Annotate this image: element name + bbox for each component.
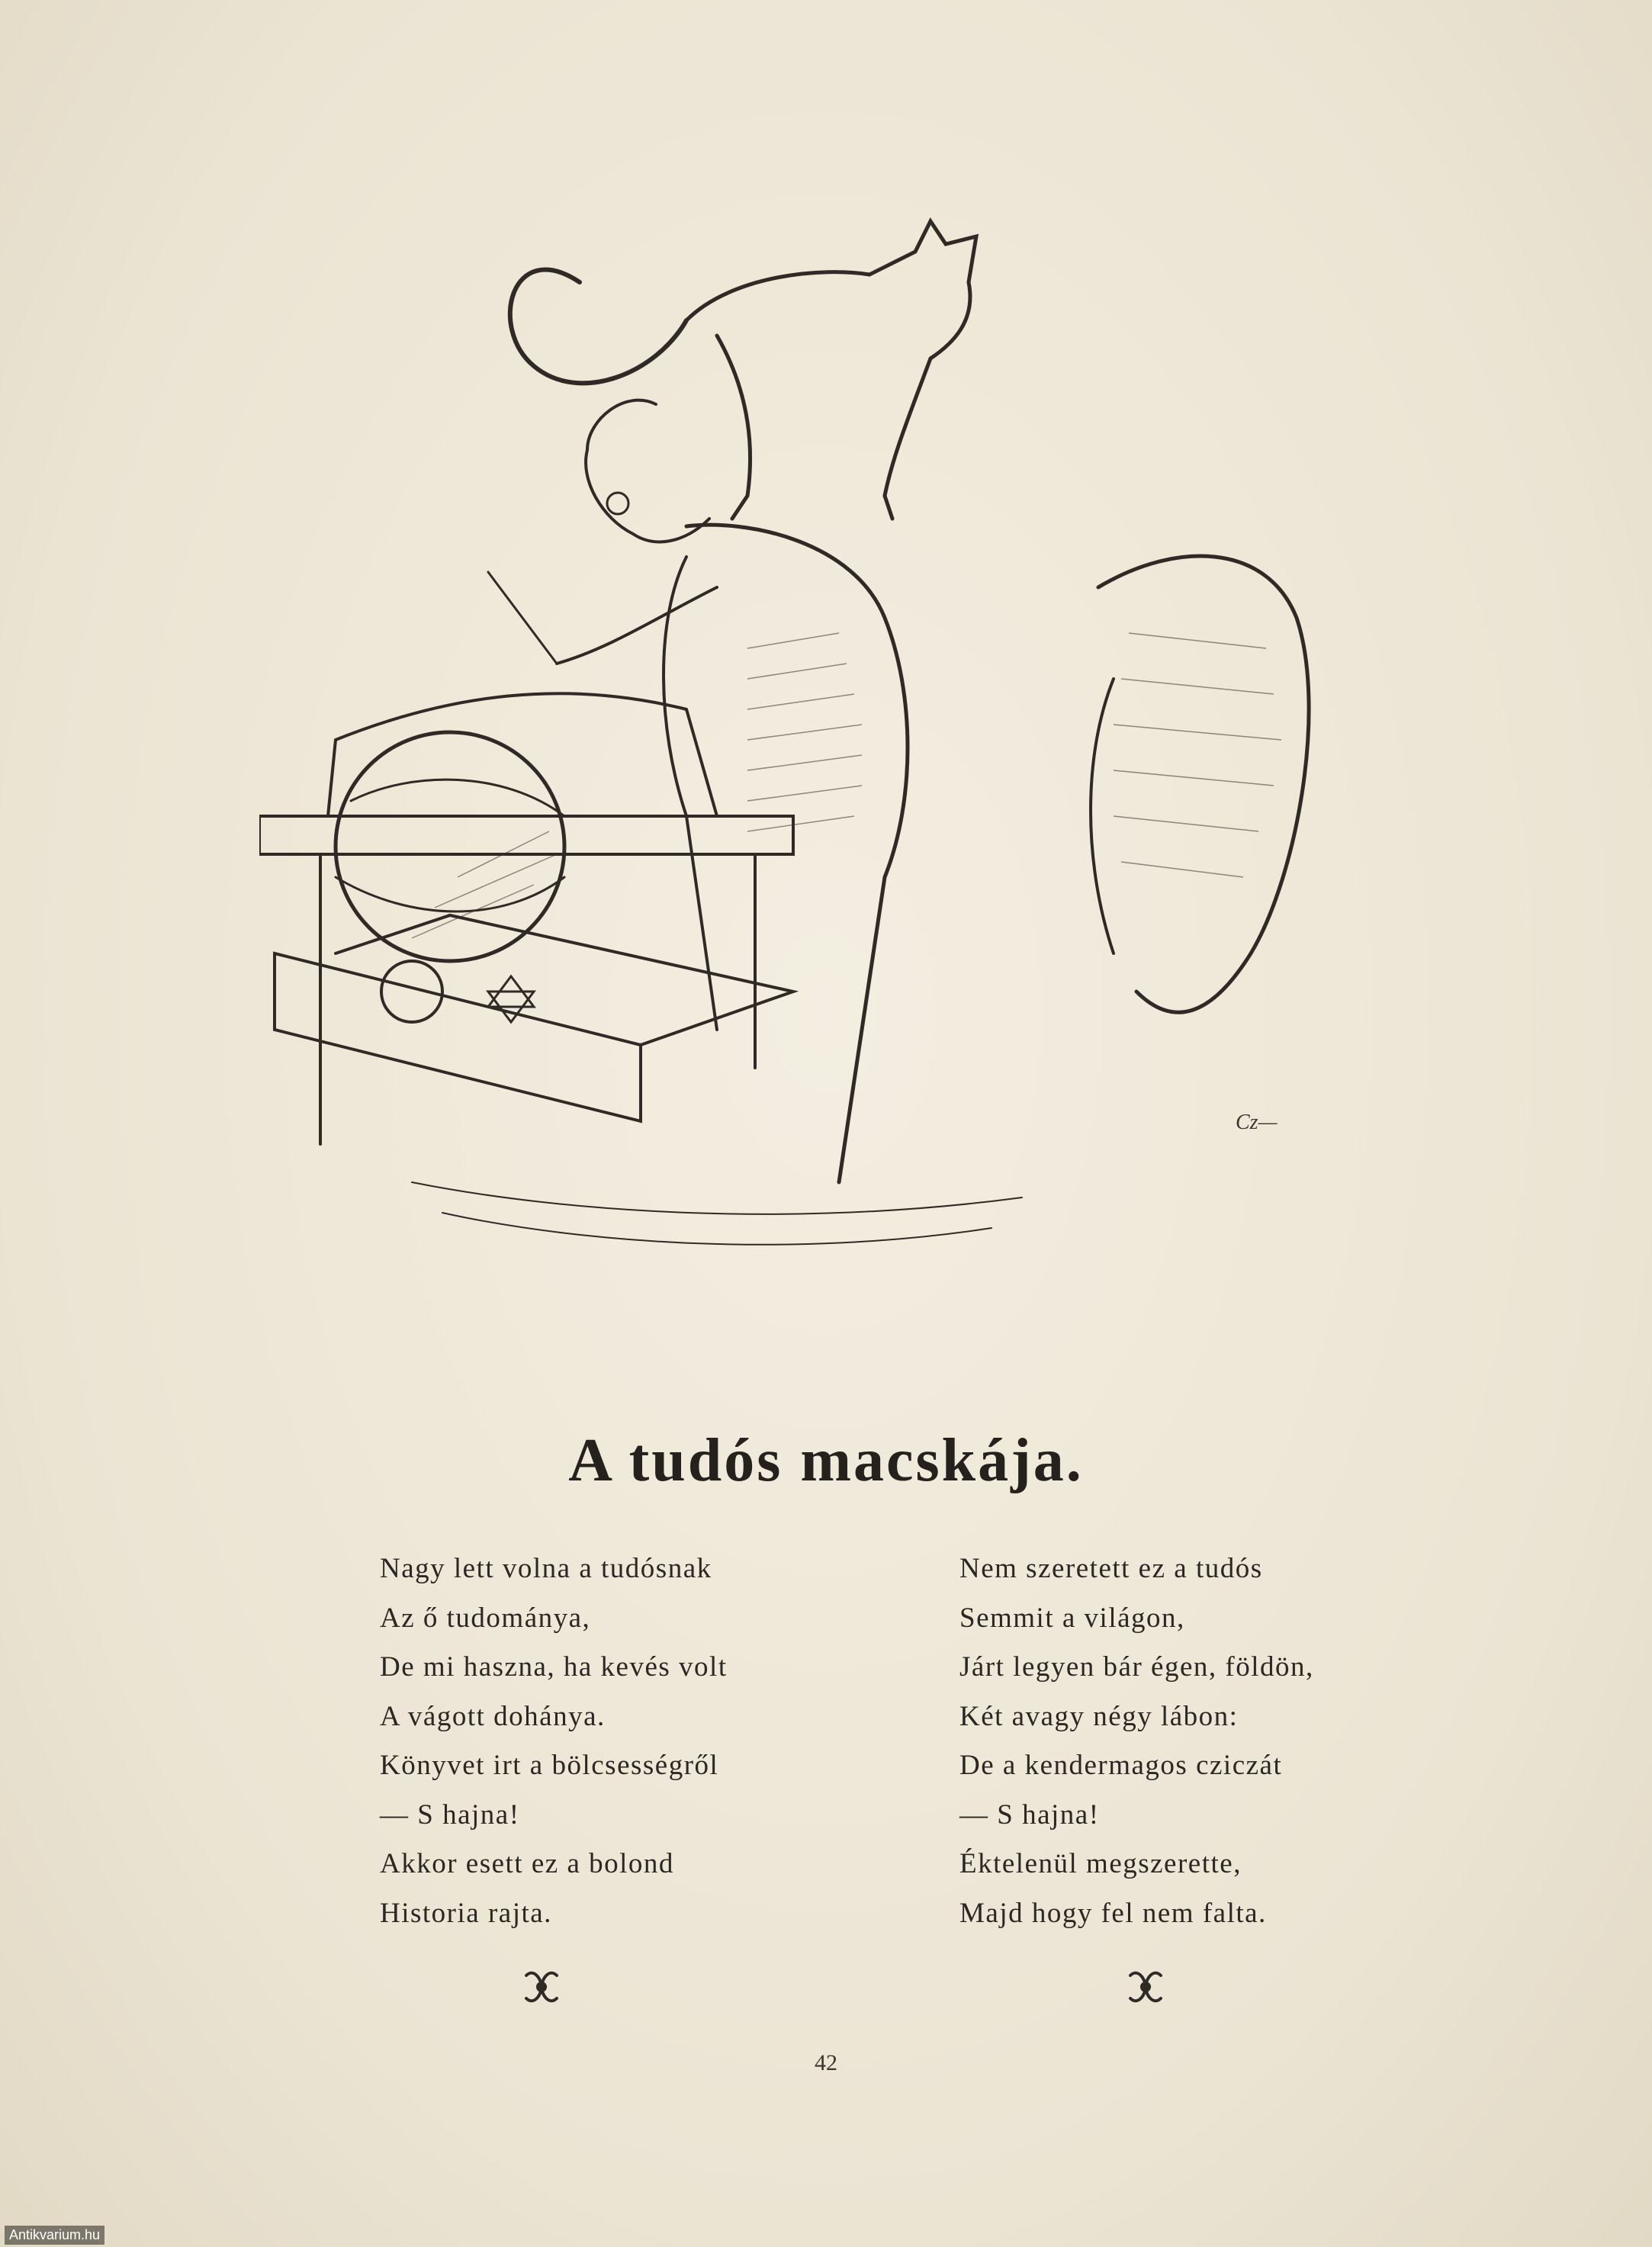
ornament-icon	[519, 1964, 564, 2010]
poem-line: Könyvet irt a bölcsességről	[380, 1750, 719, 1781]
stanza-right	[959, 1545, 1314, 1938]
poem-line: Két avagy négy lábon:	[959, 1700, 1239, 1732]
poem-line: De mi haszna, ha kevés volt	[380, 1651, 728, 1683]
poem-line: — S hajna!	[959, 1799, 1100, 1831]
poem-line: Majd hogy fel nem falta.	[959, 1897, 1267, 1929]
scholar-cat-illustration	[259, 191, 1480, 1381]
engraving-icon	[259, 191, 1480, 1381]
poem-title: A tudós macskája.	[568, 1427, 1084, 1494]
poem-line: Semmit a világon,	[959, 1602, 1185, 1634]
poem-line: Éktelenül megszerette,	[959, 1848, 1242, 1879]
poem-line: — S hajna!	[380, 1799, 520, 1831]
ornament-icon	[1123, 1964, 1168, 2010]
poem-line: Historia rajta.	[380, 1897, 552, 1929]
stanza-left	[380, 1545, 728, 1938]
artist-signature-icon: Cz—	[1236, 1111, 1278, 1134]
watermark: Antikvarium.hu	[5, 2226, 104, 2245]
page-number: 42	[815, 2050, 837, 2075]
poem-line: Akkor esett ez a bolond	[380, 1848, 674, 1879]
poem-line: Az ő tudománya,	[380, 1602, 591, 1634]
poem-line: Járt legyen bár égen, földön,	[959, 1651, 1314, 1683]
poem-line: Nagy lett volna a tudósnak	[380, 1553, 712, 1584]
poem-line: De a kendermagos cziczát	[959, 1750, 1283, 1781]
poem-line: Nem szeretett ez a tudós	[959, 1553, 1263, 1584]
poem-line: A vágott dohánya.	[380, 1700, 606, 1732]
